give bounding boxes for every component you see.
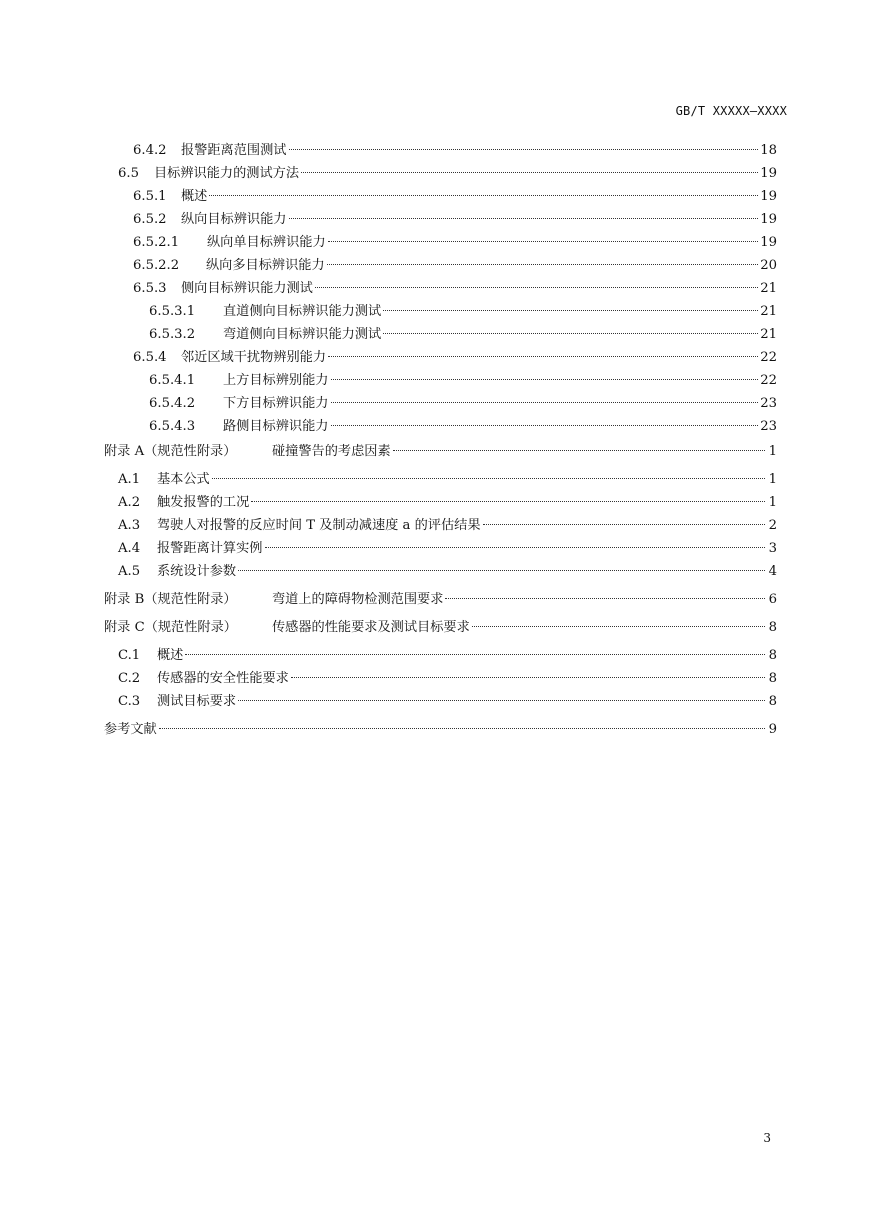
toc-entry[interactable] [118, 494, 777, 512]
toc-entry-page: 2 [768, 518, 777, 533]
toc-entry[interactable] [133, 349, 777, 367]
dot-leader [472, 626, 765, 627]
toc-entry-page: 8 [768, 620, 777, 635]
toc-entry-page: 19 [760, 166, 777, 181]
toc-entry-number: C.2 [118, 671, 141, 686]
toc-entry-page: 22 [760, 350, 777, 365]
toc-entry-number: 附录 C（规范性附录） [104, 620, 237, 635]
toc-entry-number: 6.5 [118, 166, 139, 181]
page-number: 3 [763, 1131, 771, 1145]
toc-entry-references[interactable] [104, 721, 777, 739]
dot-leader [315, 287, 758, 288]
dot-leader [289, 149, 759, 150]
toc-entry[interactable] [133, 234, 777, 252]
toc-entry[interactable] [133, 257, 777, 275]
dot-leader [238, 570, 765, 571]
toc-entry-number: 6.5.4.2 [149, 396, 196, 411]
dot-leader [331, 425, 759, 426]
toc-entry-appendix[interactable] [104, 443, 777, 461]
toc-entry-title: 概述 [157, 648, 184, 663]
dot-leader [212, 478, 765, 479]
toc-entry-title: 纵向单目标辨识能力 [207, 235, 326, 250]
toc-entry-title: 路侧目标辨识能力 [223, 419, 329, 434]
toc-entry-page: 21 [760, 281, 777, 296]
toc-entry-number: 附录 B（规范性附录） [104, 592, 237, 607]
toc-entry-title: 下方目标辨识能力 [223, 396, 329, 411]
toc-entry-title: 上方目标辨别能力 [223, 373, 329, 388]
toc-entry-number: C.3 [118, 694, 141, 709]
toc-entry[interactable] [118, 517, 777, 535]
toc-entry-number: 6.5.4.1 [149, 373, 196, 388]
toc-entry[interactable] [149, 372, 777, 390]
dot-leader [301, 172, 758, 173]
dot-leader [185, 654, 765, 655]
dot-leader [209, 195, 758, 196]
toc-entry-title: 弯道侧向目标辨识能力测试 [223, 327, 382, 342]
toc-entry[interactable] [118, 647, 777, 665]
toc-entry-title: 参考文献 [104, 722, 157, 737]
toc-entry-page: 21 [760, 304, 777, 319]
toc-entry-title: 直道侧向目标辨识能力测试 [223, 304, 382, 319]
toc-entry[interactable] [118, 540, 777, 558]
toc-entry-number: 附录 A（规范性附录） [104, 444, 237, 459]
dot-leader [331, 402, 759, 403]
dot-leader [393, 450, 765, 451]
toc-entry-page: 23 [760, 396, 777, 411]
toc-entry-title: 驾驶人对报警的反应时间 T 及制动减速度 a 的评估结果 [157, 518, 481, 533]
toc-entry[interactable] [149, 303, 777, 321]
dot-leader [291, 677, 765, 678]
toc-entry[interactable] [133, 280, 777, 298]
toc-entry-title: 侧向目标辨识能力测试 [181, 281, 313, 296]
toc-entry-page: 6 [768, 592, 777, 607]
toc-entry-title: 目标辨识能力的测试方法 [154, 166, 300, 181]
toc-entry[interactable] [118, 471, 777, 489]
toc-entry-number: 6.5.3.2 [149, 327, 196, 342]
standard-code-header: GB/T XXXXX—XXXX [675, 104, 787, 118]
toc-entry-page: 8 [768, 671, 777, 686]
toc-entry-number: A.4 [118, 541, 141, 556]
toc-entry-title: 系统设计参数 [157, 564, 237, 579]
dot-leader [251, 501, 765, 502]
dot-leader [159, 728, 765, 729]
toc-entry-title: 弯道上的障碍物检测范围要求 [272, 592, 444, 607]
dot-leader [383, 333, 758, 334]
toc-entry-page: 1 [768, 444, 777, 459]
toc-entry-page: 1 [768, 495, 777, 510]
toc-entry-title: 传感器的安全性能要求 [157, 671, 289, 686]
toc-entry-page: 8 [768, 648, 777, 663]
toc-entry-title: 碰撞警告的考虑因素 [272, 444, 391, 459]
toc-entry-number: A.2 [118, 495, 141, 510]
dot-leader [383, 310, 758, 311]
dot-leader [328, 356, 758, 357]
toc-entry[interactable] [133, 188, 777, 206]
toc-entry-page: 3 [768, 541, 777, 556]
toc-entry-number: 6.5.4.3 [149, 419, 196, 434]
dot-leader [328, 241, 759, 242]
toc-entry-number: 6.5.4 [133, 350, 167, 365]
toc-entry[interactable] [149, 395, 777, 413]
toc-entry-title: 基本公式 [157, 472, 210, 487]
toc-entry-title: 报警距离计算实例 [157, 541, 263, 556]
toc-entry-page: 19 [760, 189, 777, 204]
toc-entry-page: 19 [760, 235, 777, 250]
toc-entry-title: 概述 [181, 189, 208, 204]
toc-entry[interactable] [149, 326, 777, 344]
dot-leader [265, 547, 766, 548]
toc-entry[interactable] [133, 211, 777, 229]
toc-entry-page: 8 [768, 694, 777, 709]
dot-leader [327, 264, 759, 265]
toc-entry-number: A.1 [118, 472, 141, 487]
toc-entry-number: 6.5.3.1 [149, 304, 196, 319]
toc-entry[interactable] [149, 418, 777, 436]
toc-entry-number: 6.5.3 [133, 281, 167, 296]
toc-entry-title: 邻近区域干扰物辨别能力 [181, 350, 327, 365]
toc-entry-number: A.5 [118, 564, 141, 579]
toc-entry-title: 报警距离范围测试 [181, 143, 287, 158]
dot-leader [331, 379, 759, 380]
toc-entry[interactable] [118, 693, 777, 711]
dot-leader [238, 700, 765, 701]
toc-entry[interactable] [133, 142, 777, 160]
toc-entry-title: 测试目标要求 [157, 694, 237, 709]
toc-entry-page: 22 [760, 373, 777, 388]
toc-entry-appendix[interactable] [104, 591, 777, 609]
dot-leader [445, 598, 765, 599]
toc-entry-number: 6.5.2.2 [133, 258, 180, 273]
toc-entry-number: 6.5.1 [133, 189, 167, 204]
toc-entry-title: 触发报警的工况 [157, 495, 250, 510]
toc-entry-page: 18 [760, 143, 777, 158]
toc-entry-appendix[interactable] [104, 619, 777, 637]
toc-entry-page: 9 [768, 722, 777, 737]
toc-entry-page: 1 [768, 472, 777, 487]
toc-entry-number: A.3 [118, 518, 141, 533]
toc-entry-title: 传感器的性能要求及测试目标要求 [272, 620, 470, 635]
toc-entry-number: 6.5.2.1 [133, 235, 180, 250]
toc-entry[interactable] [118, 670, 777, 688]
toc-entry-number: 6.4.2 [133, 143, 167, 158]
toc-entry-title: 纵向目标辨识能力 [181, 212, 287, 227]
toc-entry-title: 纵向多目标辨识能力 [206, 258, 325, 273]
dot-leader [289, 218, 759, 219]
toc-entry-page: 20 [760, 258, 777, 273]
toc-entry-number: 6.5.2 [133, 212, 167, 227]
dot-leader [483, 524, 765, 525]
toc-entry-page: 4 [768, 564, 777, 579]
toc-entry[interactable] [118, 563, 777, 581]
toc-entry[interactable] [118, 165, 777, 183]
toc-entry-page: 21 [760, 327, 777, 342]
toc-entry-page: 23 [760, 419, 777, 434]
toc-entry-page: 19 [760, 212, 777, 227]
toc-entry-number: C.1 [118, 648, 141, 663]
